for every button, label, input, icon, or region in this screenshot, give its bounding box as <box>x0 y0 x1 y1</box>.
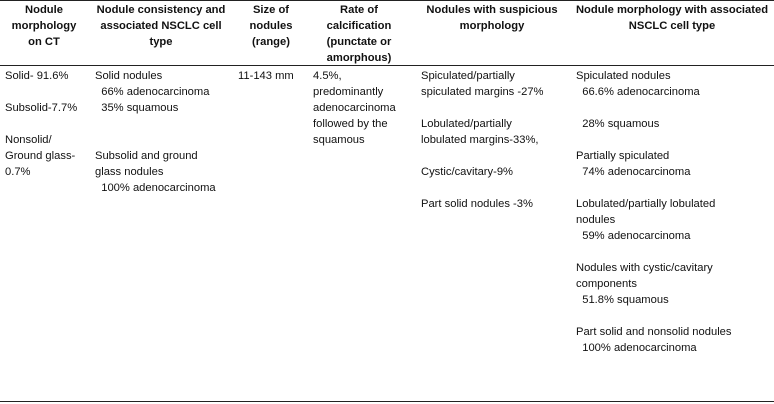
header-size-range <box>234 3 308 51</box>
cell-line: 35% squamous <box>95 102 179 114</box>
header-line: nodules <box>249 20 293 32</box>
header-line: Nodule consistency and <box>96 4 226 16</box>
cell-line: Spiculated nodules <box>576 70 671 82</box>
header-rule <box>0 65 774 66</box>
cell-line: 59% adenocarcinoma <box>576 230 691 242</box>
cell-line: Lobulated/partially lobulated <box>576 198 716 210</box>
cell-line: components <box>576 278 637 290</box>
header-line: (range) <box>252 36 290 48</box>
cell-line <box>576 100 772 116</box>
cell-line <box>421 148 571 164</box>
cell-line: Partially spiculated <box>576 150 670 162</box>
cell-line: followed by the <box>313 118 388 130</box>
cell-line: lobulated margins-33%, <box>421 134 539 146</box>
cell-line: Solid- 91.6% <box>5 70 69 82</box>
cell-line: 11-143 mm <box>238 70 294 82</box>
cell-consistency-cell-type <box>95 68 235 196</box>
cell-line: Part solid and nonsolid nodules <box>576 326 732 338</box>
header-line: (punctate or <box>326 36 392 48</box>
cell-line: 4.5%, <box>313 70 342 82</box>
header-line: NSCLC cell type <box>628 20 716 32</box>
cell-line: predominantly <box>313 86 384 98</box>
header-calcification-rate <box>306 3 412 67</box>
header-line: amorphous) <box>326 52 392 64</box>
header-line: Nodule morphology with associated <box>575 4 769 16</box>
cell-line: spiculated margins -27% <box>421 86 544 98</box>
cell-suspicious-morphology <box>421 68 571 212</box>
cell-line: Solid nodules <box>95 70 163 82</box>
cell-line <box>421 100 571 116</box>
header-line: Rate of <box>340 4 378 16</box>
cell-line <box>5 84 89 100</box>
cell-line: 74% adenocarcinoma <box>576 166 691 178</box>
header-consistency-cell-type <box>90 3 232 51</box>
header-suspicious-morphology <box>414 3 570 35</box>
cell-line: 100% adenocarcinoma <box>95 182 216 194</box>
cell-line <box>576 244 772 260</box>
cell-line: nodules <box>576 214 616 226</box>
cell-line <box>95 116 235 132</box>
header-line: on CT <box>28 36 60 48</box>
cell-line: 51.8% squamous <box>576 294 669 306</box>
cell-size-range <box>238 68 308 84</box>
cell-line: Nonsolid/ <box>5 134 52 146</box>
header-line: Size of <box>252 4 290 16</box>
cell-line: Subsolid and ground <box>95 150 198 162</box>
cell-morphology-cell-type <box>576 68 772 356</box>
header-line: associated NSCLC cell <box>100 20 222 32</box>
cell-line: adenocarcinoma <box>313 102 396 114</box>
cell-line: 28% squamous <box>576 118 660 130</box>
header-line: type <box>149 36 173 48</box>
cell-line: 66% adenocarcinoma <box>95 86 210 98</box>
header-line: Nodule <box>25 4 63 16</box>
cell-line: Spiculated/partially <box>421 70 515 82</box>
header-line: Nodules with suspicious <box>426 4 558 16</box>
cell-line <box>95 132 235 148</box>
table-bottom-rule <box>0 401 774 402</box>
cell-line: Subsolid-7.7% <box>5 102 78 114</box>
cell-line <box>576 132 772 148</box>
cell-line <box>5 116 89 132</box>
cell-line <box>576 180 772 196</box>
header-line: calcification <box>326 20 392 32</box>
header-ct-morphology <box>0 3 88 51</box>
cell-line: glass nodules <box>95 166 164 178</box>
cell-line: Cystic/cavitary-9% <box>421 166 514 178</box>
cell-calcification-rate <box>313 68 413 148</box>
cell-line: 66.6% adenocarcinoma <box>576 86 700 98</box>
table-top-rule <box>0 0 774 1</box>
header-line: morphology <box>459 20 525 32</box>
cell-line: Ground glass- <box>5 150 76 162</box>
cell-line: 0.7% <box>5 166 31 178</box>
cell-line <box>421 180 571 196</box>
header-morphology-cell-type <box>572 3 772 35</box>
cell-line <box>576 308 772 324</box>
header-line: morphology <box>11 20 77 32</box>
cell-line: Nodules with cystic/cavitary <box>576 262 713 274</box>
cell-line: Lobulated/partially <box>421 118 512 130</box>
cell-line: 100% adenocarcinoma <box>576 342 697 354</box>
cell-line: Part solid nodules -3% <box>421 198 533 210</box>
cell-line: squamous <box>313 134 365 146</box>
cell-ct-morphology <box>5 68 89 180</box>
